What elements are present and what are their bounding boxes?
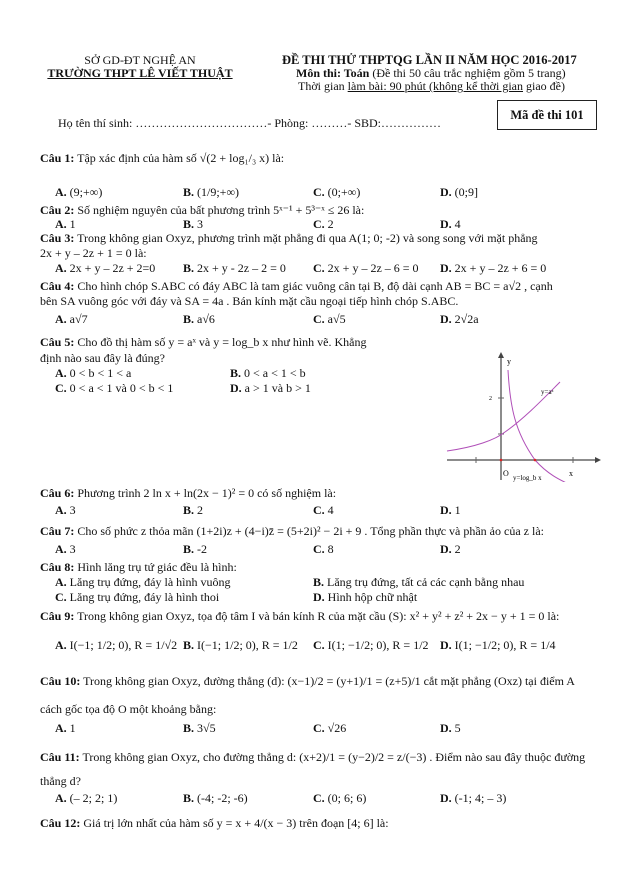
answer-option-b[interactable] <box>183 217 203 231</box>
answer-option-b[interactable] <box>183 185 239 199</box>
question-label: Câu 6: <box>40 486 75 500</box>
answer-option-d[interactable] <box>440 638 556 652</box>
option-text: (1/9;+∞) <box>197 185 239 199</box>
answer-option-a[interactable] <box>55 791 117 805</box>
answer-option-d[interactable] <box>440 217 461 231</box>
question-7 <box>40 524 544 538</box>
option-letter: B. <box>183 503 195 517</box>
question-stem: Trong không gian Oxyz, phương trình mặt phẳng đi qua A(1; 0; -2) và song song với mặt phẳng <box>77 231 538 245</box>
question-label: Câu 8: <box>40 560 75 574</box>
question-1 <box>40 151 284 165</box>
option-letter: A. <box>55 721 67 735</box>
option-text: 0 < a < 1 và 0 < b < 1 <box>69 381 174 395</box>
time-prefix: Thời gian <box>298 79 345 93</box>
answer-option-d[interactable] <box>440 542 461 556</box>
question-label: Câu 1: <box>40 151 75 165</box>
answer-option-c[interactable] <box>313 312 346 326</box>
function-graph <box>445 352 605 482</box>
question-stem: Trong không gian Oxyz, tọa độ tâm I và bán kính R của mặt cầu (S): x² + y² + z² + 2x − y + 1 = 0 là: <box>77 609 560 623</box>
question-stem: Số nghiệm nguyên của bất phương trình 5ˣ⁻¹ + 5³⁻ˣ ≤ 26 là: <box>77 203 365 217</box>
option-text: 2 <box>454 542 461 556</box>
answer-option-a[interactable] <box>55 366 131 380</box>
option-letter: C. <box>313 791 325 805</box>
option-letter: B. <box>183 312 195 326</box>
x-axis-arrow-icon <box>595 457 601 463</box>
answer-option-d[interactable] <box>440 503 461 517</box>
option-text: 2x + y - 2z – 2 = 0 <box>197 261 286 275</box>
x-axis-label: x <box>569 469 573 478</box>
option-text: 4 <box>327 503 334 517</box>
time-line <box>298 79 565 93</box>
option-text: 3 <box>69 542 76 556</box>
option-text: (-4; -2; -6) <box>197 791 248 805</box>
question-11 <box>40 750 585 764</box>
answer-option-b[interactable] <box>183 261 286 275</box>
answer-option-a[interactable] <box>55 721 76 735</box>
option-text: 2 <box>197 503 204 517</box>
question-stem-continued: định nào sau đây là đúng? <box>40 351 165 365</box>
option-text: I(−1; 1/2; 0), R = 1/2 <box>197 638 298 652</box>
subject-line <box>296 66 566 80</box>
option-text: 4 <box>454 217 461 231</box>
option-letter: D. <box>440 261 452 275</box>
option-text: 0 < b < 1 < a <box>69 366 132 380</box>
question-label: Câu 3: <box>40 231 75 245</box>
option-text: (– 2; 2; 1) <box>69 791 118 805</box>
answer-option-a[interactable] <box>55 575 230 589</box>
student-info-line: Họ tên thí sinh: ……………………………- Phòng: ………- SBD:…………… <box>58 116 442 130</box>
option-letter: C. <box>55 590 67 604</box>
option-letter: C. <box>55 381 67 395</box>
option-text: 3√5 <box>197 721 216 735</box>
answer-option-d[interactable] <box>313 590 417 604</box>
option-letter: A. <box>55 312 67 326</box>
option-text: I(1; −1/2; 0), R = 1/4 <box>454 638 556 652</box>
option-letter: A. <box>55 542 67 556</box>
question-label: Câu 9: <box>40 609 75 623</box>
question-8 <box>40 560 237 574</box>
option-text: 0 < a < 1 < b <box>244 366 306 380</box>
question-2 <box>40 203 364 217</box>
answer-option-c[interactable] <box>55 381 173 395</box>
root-point <box>534 459 537 462</box>
answer-option-b[interactable] <box>183 638 298 652</box>
option-text: a√7 <box>69 312 88 326</box>
answer-option-c[interactable] <box>55 590 219 604</box>
option-letter: D. <box>440 542 452 556</box>
option-letter: C. <box>313 312 325 326</box>
option-text: (0;+∞) <box>327 185 361 199</box>
answer-option-a[interactable] <box>55 638 177 652</box>
option-letter: B. <box>183 542 195 556</box>
option-letter: B. <box>183 791 195 805</box>
option-text: 2x + y – 2z + 2=0 <box>69 261 156 275</box>
answer-option-c[interactable] <box>313 261 419 275</box>
option-letter: C. <box>313 503 325 517</box>
answer-option-a[interactable] <box>55 217 76 231</box>
question-12 <box>40 816 389 830</box>
option-letter: A. <box>55 185 67 199</box>
log-curve-label: y=log_b x <box>513 474 542 482</box>
question-stem: Cho đồ thị hàm số y = aˣ và y = log_b x như hình vẽ. Khẳng <box>77 335 367 349</box>
option-text: √26 <box>327 721 347 735</box>
option-letter: B. <box>183 261 195 275</box>
question-stem: Cho số phức z thỏa mãn (1+2i)z + (4−i)z̄ = (5+2i)² − 2i + 9 . Tổng phần thực và phần ảo của z là: <box>77 524 544 538</box>
option-letter: B. <box>183 185 195 199</box>
question-10 <box>40 674 575 688</box>
option-letter: D. <box>440 791 452 805</box>
answer-option-d[interactable] <box>440 185 478 199</box>
question-stem: Hình lăng trụ tứ giác đều là hình: <box>77 560 237 574</box>
department: SỞ GD-ĐT NGHỆ AN <box>84 53 196 67</box>
time-suffix: giao đề) <box>526 79 565 93</box>
option-letter: D. <box>440 217 452 231</box>
option-letter: D. <box>440 185 452 199</box>
question-5 <box>40 335 367 349</box>
answer-option-a[interactable] <box>55 185 102 199</box>
question-stem-continued: thẳng d? <box>40 774 81 788</box>
answer-option-b[interactable] <box>183 503 203 517</box>
answer-option-b[interactable] <box>183 791 248 805</box>
answer-option-d[interactable] <box>440 312 479 326</box>
question-stem: Trong không gian Oxyz, đường thẳng (d): (x−1)/2 = (y+1)/1 = (z+5)/1 cắt mặt phẳng (Oxz) tại điểm A <box>83 674 575 688</box>
y-axis-label: y <box>507 357 511 366</box>
option-letter: C. <box>313 217 325 231</box>
question-9 <box>40 609 559 623</box>
option-text: Hình hộp chữ nhật <box>327 590 418 604</box>
question-stem-continued: cách gốc tọa độ O một khoảng bằng: <box>40 702 217 716</box>
option-letter: B. <box>183 721 195 735</box>
question-label: Câu 5: <box>40 335 75 349</box>
question-stem-continued: 2x + y – 2z + 1 = 0 là: <box>40 246 147 260</box>
question-label: Câu 11: <box>40 750 80 764</box>
answer-option-d[interactable] <box>440 261 546 275</box>
question-4 <box>40 279 553 293</box>
option-text: Lăng trụ đứng, đáy là hình thoi <box>69 590 220 604</box>
option-letter: A. <box>55 575 67 589</box>
origin-point <box>500 459 503 462</box>
option-letter: C. <box>313 185 325 199</box>
answer-option-b[interactable] <box>183 721 216 735</box>
answer-option-c[interactable] <box>313 638 429 652</box>
question-6 <box>40 486 336 500</box>
subject-note: (Đề thi 50 câu trắc nghiệm gồm 5 trang) <box>372 66 566 80</box>
answer-option-a[interactable] <box>55 312 88 326</box>
y-axis-arrow-icon <box>498 352 504 358</box>
exp-curve-label: y=aˣ <box>541 388 554 396</box>
question-stem: Tập xác định của hàm số √(2 + log₁/₃ x) là: <box>77 151 285 165</box>
option-letter: A. <box>55 638 67 652</box>
option-text: a > 1 và b > 1 <box>244 381 311 395</box>
answer-option-d[interactable] <box>440 721 461 735</box>
option-text: 2x + y – 2z + 6 = 0 <box>454 261 547 275</box>
origin-label: O <box>503 469 509 478</box>
option-text: -2 <box>197 542 208 556</box>
option-text: 2x + y – 2z – 6 = 0 <box>327 261 419 275</box>
option-letter: A. <box>55 503 67 517</box>
answer-option-a[interactable] <box>55 503 76 517</box>
answer-option-c[interactable] <box>313 542 334 556</box>
option-letter: A. <box>55 217 67 231</box>
option-text: 2 <box>327 217 334 231</box>
option-text: 1 <box>69 217 76 231</box>
option-text: (9;+∞) <box>69 185 103 199</box>
answer-option-c[interactable] <box>313 217 334 231</box>
question-stem: Cho hình chóp S.ABC có đáy ABC là tam giác vuông cân tại B, độ dài cạnh AB = BC = a√2 , cạnh <box>77 279 553 293</box>
option-letter: C. <box>313 638 325 652</box>
option-text: I(−1; 1/2; 0), R = 1/√2 <box>69 638 178 652</box>
option-letter: B. <box>183 638 195 652</box>
option-text: a√5 <box>327 312 346 326</box>
question-stem-continued: bên SA vuông góc với đáy và SA = 4a . Bán kính mặt cầu ngoại tiếp hình chóp S.ABC. <box>40 294 459 308</box>
question-stem: Giá trị lớn nhất của hàm số y = x + 4/(x − 3) trên đoạn [4; 6] là: <box>83 816 389 830</box>
exam-title: ĐỀ THI THỬ THPTQG LẦN II NĂM HỌC 2016-2017 <box>282 53 577 67</box>
option-letter: A. <box>55 366 67 380</box>
subject-label: Môn thi: Toán <box>296 66 370 80</box>
question-label: Câu 4: <box>40 279 75 293</box>
option-text: (-1; 4; – 3) <box>454 791 507 805</box>
option-letter: D. <box>440 638 452 652</box>
option-text: Lăng trụ đứng, tất cả các cạnh bằng nhau <box>327 575 525 589</box>
option-text: I(1; −1/2; 0), R = 1/2 <box>327 638 429 652</box>
option-text: 1 <box>454 503 461 517</box>
answer-option-c[interactable] <box>313 185 360 199</box>
answer-option-d[interactable] <box>230 381 311 395</box>
question-label: Câu 2: <box>40 203 75 217</box>
option-text: a√6 <box>197 312 215 326</box>
option-letter: B. <box>183 217 195 231</box>
answer-option-a[interactable] <box>55 542 76 556</box>
option-letter: D. <box>440 312 452 326</box>
exam-code-box: Mã đề thi 101 <box>497 100 597 130</box>
option-letter: D. <box>440 503 452 517</box>
answer-option-c[interactable] <box>313 791 366 805</box>
answer-option-c[interactable] <box>313 503 334 517</box>
question-label: Câu 10: <box>40 674 81 688</box>
answer-option-a[interactable] <box>55 261 155 275</box>
option-text: (0;9] <box>454 185 478 199</box>
option-letter: A. <box>55 261 67 275</box>
option-letter: D. <box>440 721 452 735</box>
tick-label-2: 2 <box>489 396 492 402</box>
option-text: Lăng trụ đứng, đáy là hình vuông <box>69 575 231 589</box>
question-label: Câu 7: <box>40 524 75 538</box>
option-text: 8 <box>327 542 334 556</box>
option-letter: C. <box>313 542 325 556</box>
question-3 <box>40 231 538 245</box>
option-letter: D. <box>230 381 242 395</box>
option-letter: A. <box>55 791 67 805</box>
question-stem: Phương trình 2 ln x + ln(2x − 1)² = 0 có số nghiệm là: <box>77 486 337 500</box>
option-text: 5 <box>454 721 461 735</box>
option-letter: B. <box>230 366 242 380</box>
option-letter: C. <box>313 261 325 275</box>
school-name: TRƯỜNG THPT LÊ VIẾT THUẬT <box>47 66 233 80</box>
answer-option-c[interactable] <box>313 721 346 735</box>
answer-option-b[interactable] <box>313 575 524 589</box>
answer-option-d[interactable] <box>440 791 506 805</box>
option-text: 1 <box>69 721 76 735</box>
answer-option-b[interactable] <box>183 312 215 326</box>
option-letter: B. <box>313 575 325 589</box>
log-curve <box>508 370 575 482</box>
time-underlined: làm bài: 90 phút (không kể thời gian <box>347 79 523 93</box>
option-letter: D. <box>313 590 325 604</box>
option-text: 2√2a <box>454 312 479 326</box>
answer-option-b[interactable] <box>183 542 207 556</box>
question-stem: Trong không gian Oxyz, cho đường thẳng d: (x+2)/1 = (y−2)/2 = z/(−3) . Điểm nào sau đây thuộc đường <box>82 750 586 764</box>
option-text: (0; 6; 6) <box>327 791 367 805</box>
option-letter: C. <box>313 721 325 735</box>
option-text: 3 <box>197 217 204 231</box>
question-label: Câu 12: <box>40 816 81 830</box>
answer-option-b[interactable] <box>230 366 306 380</box>
option-text: 3 <box>69 503 76 517</box>
